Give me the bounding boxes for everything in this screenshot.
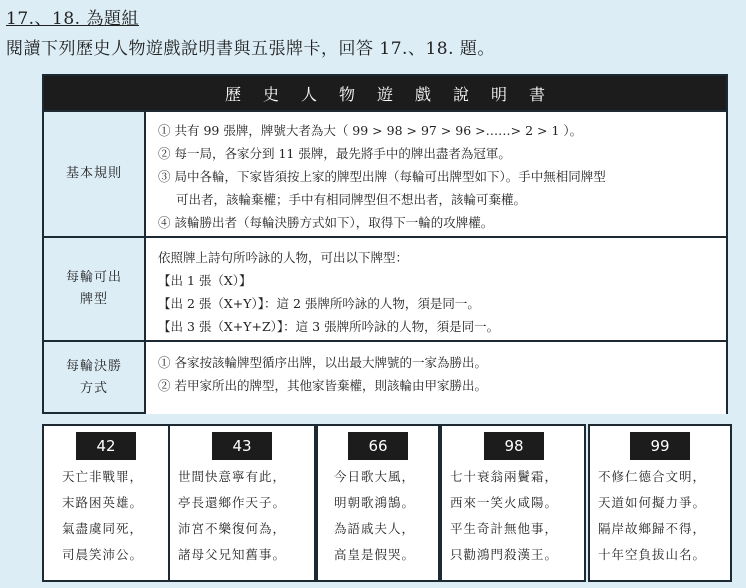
row-content [146,342,726,414]
rule-line: 【出 2 張（X+Y）】：這 2 張牌所吟詠的人物，須是同一。 [158,296,480,311]
poem-line: 司晨笑沛公。 [62,547,144,562]
manual-row-basic-rules [44,110,726,236]
card-number: 99 [630,432,690,460]
poem-line: 末路困英雄。 [62,495,144,510]
card-number: 66 [348,432,408,460]
poem-line: 七十衰翁兩鬢霜， [450,469,559,484]
card-98 [440,424,586,582]
card-99 [588,424,732,582]
game-manual-table [42,74,728,414]
card-row [42,424,732,584]
rule-line: 可出者，該輪棄權；手中有相同牌型但不想出者，該輪可棄權。 [176,192,527,207]
row-label: 基本規則 [44,112,146,236]
row-label [44,238,146,340]
poem-line: 今日歌大風， [334,469,416,484]
poem-line: 諸母父兄知舊事。 [178,547,287,562]
row-content [146,112,726,236]
rule-line: ① 共有 99 張牌，牌號大者為大（ 99 > 98 > 97 > 96 >……> 2 > 1 ）。 [158,123,583,138]
card-42 [42,424,170,582]
rule-line: ④ 該輪勝出者（每輪決勝方式如下），取得下一輪的攻牌權。 [158,215,494,230]
card-number: 98 [484,432,544,460]
manual-row-card-types [44,236,726,340]
manual-row-winning-method [44,340,726,414]
poem-line: 氣盡虞同死， [62,521,144,536]
rule-line: ② 每一局，各家分到 11 張牌，最先將手中的牌出盡者為冠軍。 [158,146,511,161]
card-poem [326,464,432,568]
poem-line: 西來一笑火咸陽。 [450,495,559,510]
card-poem [598,464,724,568]
poem-line: 不修仁德合文明， [598,469,707,484]
card-66 [316,424,440,582]
card-number: 42 [76,432,136,460]
row-label-line: 每輪可出 [65,270,122,285]
rule-line: 依照牌上詩句所吟詠的人物，可出以下牌型： [158,250,409,265]
rule-line: ① 各家按該輪牌型循序出牌，以出最大牌號的一家為勝出。 [158,355,487,370]
poem-line: 天亡非戰罪， [62,469,144,484]
poem-line: 世間快意寧有此， [178,469,287,484]
poem-line: 沛宮不樂復何為， [178,521,287,536]
rule-line: ③ 局中各輪，下家皆須按上家的牌型出牌（每輪可出牌型如下）。手中無相同牌型 [158,169,606,184]
row-label-line: 每輪決勝 [65,359,122,374]
row-label [44,342,146,414]
poem-line: 為語戚夫人， [334,521,416,536]
card-poem [450,464,578,568]
card-poem [178,464,308,568]
question-group-title: 17.、18. 為題組 [6,9,139,29]
poem-line: 隔岸故鄉歸不得， [598,521,707,536]
row-label-line: 牌型 [79,292,108,307]
row-content [146,238,726,340]
question-instructions: 閱讀下列歷史人物遊戲說明書與五張牌卡，回答 17.、18. 題。 [6,39,495,59]
card-43 [168,424,316,582]
poem-line: 平生奇計無他事， [450,521,559,536]
card-number: 43 [212,432,272,460]
card-poem [52,464,162,568]
manual-heading: 歷史人物遊戲說明書 [44,76,726,110]
poem-line: 天道如何擬力爭。 [598,495,707,510]
poem-line: 明朝歌鴻鵠。 [334,495,416,510]
rule-line: 【出 3 張（X+Y+Z）】：這 3 張牌所吟詠的人物，須是同一。 [158,319,500,334]
row-label-line: 方式 [79,381,108,396]
poem-line: 十年空負拔山名。 [598,547,707,562]
poem-line: 只勸鴻門殺漢王。 [450,547,559,562]
rule-line: 【出 1 張（X）】 [158,273,252,288]
rule-line: ② 若甲家所出的牌型，其他家皆棄權，則該輪由甲家勝出。 [158,378,487,393]
poem-line: 高皇是假哭。 [334,547,416,562]
poem-line: 亭長還鄉作天子。 [178,495,287,510]
